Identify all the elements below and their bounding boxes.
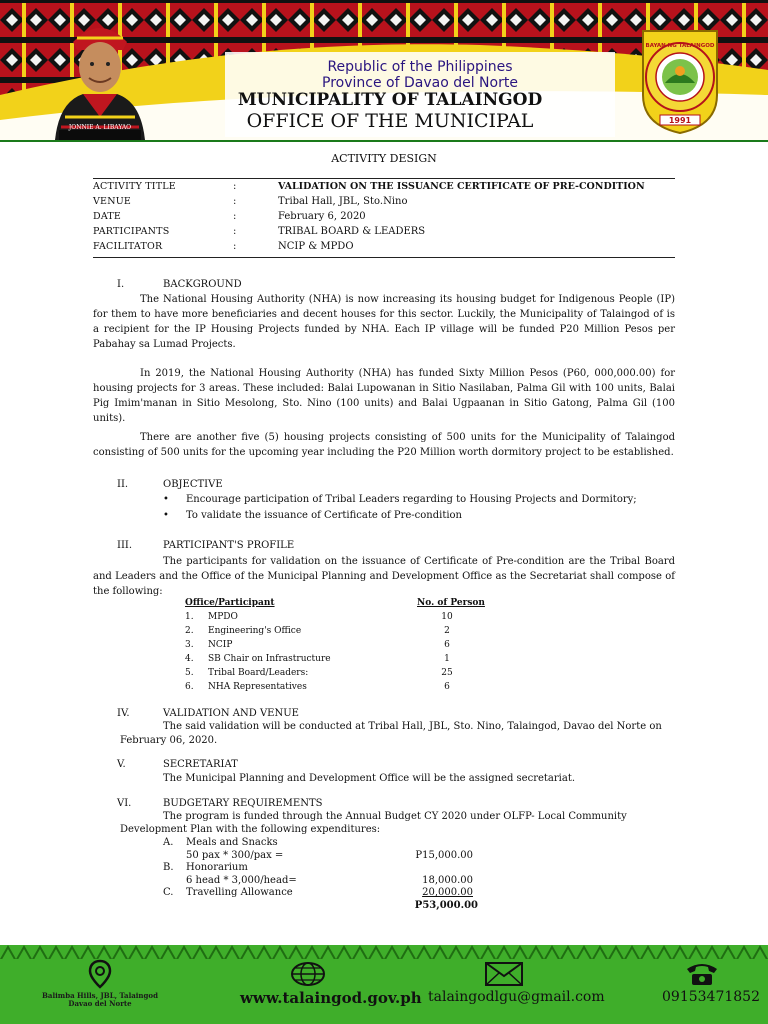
info-colon: : bbox=[233, 241, 237, 252]
info-colon: : bbox=[233, 196, 237, 207]
footer-website-link[interactable]: www.talaingod.gov.ph bbox=[240, 989, 422, 1007]
row-office: MPDO bbox=[208, 612, 238, 622]
bullet-icon: • bbox=[163, 494, 169, 505]
row-number: 3. bbox=[185, 640, 194, 650]
info-label: VENUE bbox=[93, 196, 132, 207]
row-count: 25 bbox=[441, 668, 453, 678]
budget-item-name: Travelling Allowance bbox=[186, 887, 293, 898]
row-number: 4. bbox=[185, 654, 194, 664]
budget-item-amount: 20,000.00 bbox=[422, 887, 473, 898]
info-label: ACTIVITY TITLE bbox=[93, 181, 176, 192]
budget-item-name: Honorarium bbox=[186, 862, 248, 873]
info-value: TRIBAL BOARD & LEADERS bbox=[278, 226, 426, 237]
info-value: NCIP & MPDO bbox=[278, 241, 354, 252]
profile-intro: The participants for validation on the issuance of Certificate of Pre-condition are the Tribal Board and Leaders and the Office of the Municipal Planning and Development Office as the Secretariat shall compose of the following: bbox=[93, 556, 675, 597]
letterhead-footer bbox=[0, 945, 768, 1024]
budget-item-amount: P15,000.00 bbox=[415, 850, 473, 861]
portrait-caption: JONNIE A. LIBAYAO bbox=[68, 124, 132, 131]
budget-item-detail: 6 head * 3,000/head= bbox=[186, 875, 297, 886]
budget-item-letter: C. bbox=[163, 887, 174, 898]
row-number: 1. bbox=[185, 612, 194, 622]
info-label: FACILITATOR bbox=[93, 241, 163, 252]
row-count: 6 bbox=[444, 640, 450, 650]
row-number: 2. bbox=[185, 626, 194, 636]
validation-date: February 06, 2020. bbox=[120, 735, 218, 746]
section-heading: VALIDATION AND VENUE bbox=[163, 708, 299, 719]
background-paragraph-3: There are another five (5) housing projects consisting of 500 units for the Municipality of Talaingod consisting of 500 units for the upcoming year including the P20 Million worth dormitory project to be established. bbox=[93, 432, 675, 458]
info-colon: : bbox=[233, 211, 237, 222]
seal-year: 1991 bbox=[668, 116, 692, 125]
info-value-title: VALIDATION ON THE ISSUANCE CERTIFICATE OF PRE-CONDITION bbox=[278, 181, 645, 192]
info-value: February 6, 2020 bbox=[278, 211, 366, 222]
budget-total: P53,000.00 bbox=[414, 900, 478, 911]
row-office: NCIP bbox=[208, 640, 233, 650]
section-heading: OBJECTIVE bbox=[163, 479, 223, 490]
province-line: Province of Davao del Norte bbox=[322, 75, 518, 91]
objective-item: To validate the issuance of Certificate of Pre-condition bbox=[186, 510, 462, 521]
location-pin-icon bbox=[88, 959, 112, 989]
row-office: Engineering's Office bbox=[208, 626, 302, 636]
bullet-icon: • bbox=[163, 510, 169, 521]
row-office: NHA Representatives bbox=[208, 682, 307, 692]
row-number: 6. bbox=[185, 682, 194, 692]
municipality-title: MUNICIPALITY OF TALAINGOD bbox=[237, 90, 543, 110]
table-header-office: Office/Participant bbox=[185, 598, 275, 608]
row-number: 5. bbox=[185, 668, 194, 678]
info-colon: : bbox=[233, 226, 237, 237]
background-paragraph-2: In 2019, the National Housing Authority (NHA) has funded Sixty Million Pesos (P60, 000,000.00) for housing projects for 3 areas. These included: Balai Lupowanan in Sitio Nasilaban, Palma Gil with 100 units, Balai Pig Imim'manan in Sitio Mesolong, Sto. Nino (100 units) and Balai Ugpaanan in Sitio Gatong, Palma Gil (100 units). bbox=[93, 368, 675, 424]
row-office: SB Chair on Infrastructure bbox=[208, 654, 331, 664]
seal-ring-text: BAYAN NG TALAINGOD bbox=[645, 43, 715, 49]
republic-line: Republic of the Philippines bbox=[327, 59, 513, 75]
footer-phone[interactable]: 09153471852 bbox=[662, 989, 760, 1005]
info-bottom-rule bbox=[93, 257, 675, 258]
budget-item-amount: 18,000.00 bbox=[422, 875, 473, 886]
budget-item-letter: A. bbox=[163, 837, 174, 848]
document-title: ACTIVITY DESIGN bbox=[331, 152, 437, 165]
section-number: III. bbox=[117, 540, 133, 551]
info-label: PARTICIPANTS bbox=[93, 226, 170, 237]
globe-icon bbox=[290, 961, 326, 987]
footer-address: Balimba Hills, JBL, Talaingod Davao del Norte bbox=[42, 991, 158, 1008]
office-title: OFFICE OF THE MUNICIPAL bbox=[246, 110, 534, 132]
budget-item-detail: 50 pax * 300/pax = bbox=[186, 850, 284, 861]
footer-pattern bbox=[0, 945, 768, 1024]
section-number: V. bbox=[117, 759, 126, 770]
section-number: II. bbox=[117, 479, 129, 490]
budget-item-letter: B. bbox=[163, 862, 174, 873]
row-count: 10 bbox=[441, 612, 453, 622]
row-office: Tribal Board/Leaders: bbox=[208, 668, 309, 678]
budget-intro-line2: Development Plan with the following expenditures: bbox=[120, 824, 381, 835]
section-heading: BACKGROUND bbox=[163, 279, 242, 290]
telephone-icon bbox=[684, 961, 720, 987]
section-heading: BUDGETARY REQUIREMENTS bbox=[163, 798, 323, 809]
secretariat-text: The Municipal Planning and Development Office will be the assigned secretariat. bbox=[163, 773, 576, 784]
section-number: VI. bbox=[117, 798, 132, 809]
municipal-seal-logo bbox=[635, 25, 725, 135]
section-number: I. bbox=[117, 279, 125, 290]
background-paragraph-1: The National Housing Authority (NHA) is now increasing its housing budget for Indigenous People (IP) for them to have more beneficiaries and decent houses for this sector. Luckily, the Municipality of Talaingod of is a recipient for the IP Housing Projects funded by NHA. Each IP village will be funded P20 Million Pesos per Pabahay sa Lumad Projects. bbox=[93, 294, 675, 350]
budget-intro-line1: The program is funded through the Annual Budget CY 2020 under OLFP- Local Community bbox=[163, 811, 627, 822]
letterhead-header bbox=[0, 0, 768, 150]
validation-text: The said validation will be conducted at Tribal Hall, JBL, Sto. Nino, Talaingod, Davao del Norte on bbox=[163, 721, 662, 732]
footer-email-link[interactable]: talaingodlgu@gmail.com bbox=[428, 989, 605, 1005]
info-label: DATE bbox=[93, 211, 122, 222]
info-top-rule bbox=[93, 178, 675, 179]
info-value: Tribal Hall, JBL, Sto.Nino bbox=[278, 196, 408, 207]
row-count: 6 bbox=[444, 682, 450, 692]
row-count: 2 bbox=[444, 626, 450, 636]
section-number: IV. bbox=[117, 708, 130, 719]
envelope-icon bbox=[484, 961, 524, 987]
section-heading: PARTICIPANT'S PROFILE bbox=[163, 540, 295, 551]
objective-item: Encourage participation of Tribal Leaders regarding to Housing Projects and Dormitory; bbox=[186, 494, 637, 505]
info-colon: : bbox=[233, 181, 237, 192]
mayor-portrait bbox=[45, 12, 155, 140]
row-count: 1 bbox=[444, 654, 450, 664]
budget-item-name: Meals and Snacks bbox=[186, 837, 278, 848]
table-header-count: No. of Person bbox=[417, 598, 485, 608]
section-heading: SECRETARIAT bbox=[163, 759, 238, 770]
